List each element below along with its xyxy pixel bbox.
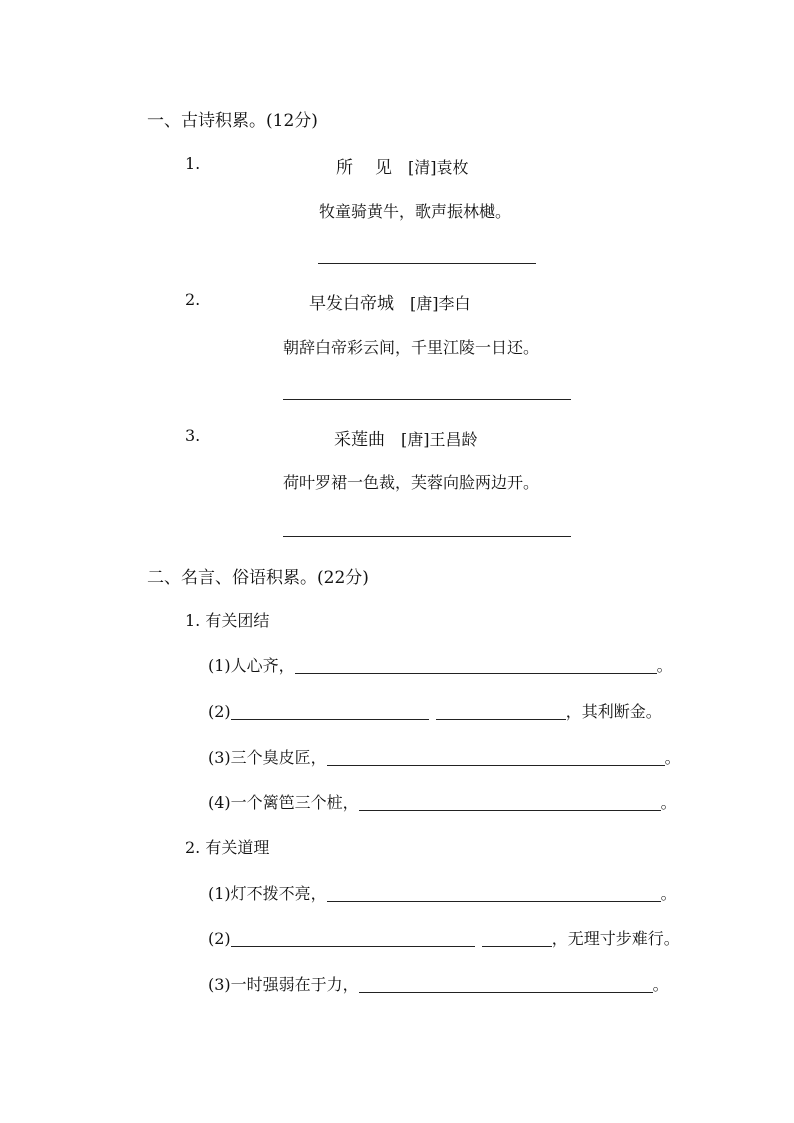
group1-item4-blank[interactable] xyxy=(359,794,661,811)
poem3-answer-blank[interactable] xyxy=(283,536,571,537)
poem2-line: 朝辞白帝彩云间，千里江陵一日还。 xyxy=(283,338,540,357)
section1-heading: 一、古诗积累。(12分) xyxy=(147,111,318,131)
group1-item4-prefix: (4)一个篱笆三个桩， xyxy=(208,793,359,812)
group2-item3-suffix: 。 xyxy=(652,975,669,994)
group2-item2-blank-b[interactable] xyxy=(482,930,552,947)
group2-item3-prefix: (3)一时强弱在于力， xyxy=(208,975,359,994)
group1-item1-prefix: (1)人心齐， xyxy=(208,656,295,675)
group2-item1-blank[interactable] xyxy=(327,885,661,902)
group1-item3-suffix: 。 xyxy=(664,748,681,767)
group2-item2-suffix: ，无理寸步难行。 xyxy=(551,929,680,948)
group2-item2-prefix: (2) xyxy=(208,929,231,948)
poem1-title xyxy=(336,153,469,178)
group1-item4-suffix: 。 xyxy=(660,793,677,812)
poem2-title-text: 早发白帝城 xyxy=(309,294,394,314)
group1-item3 xyxy=(208,745,681,768)
group1-item2-blank-b[interactable] xyxy=(436,703,566,720)
poem3-number: 3. xyxy=(185,426,201,445)
group1-item2-suffix: ，其利断金。 xyxy=(565,702,662,721)
group2-item1 xyxy=(208,881,677,904)
group1-item2 xyxy=(208,699,662,722)
poem1-title-part-b: 见 xyxy=(375,158,392,178)
poem2-author: [唐]李白 xyxy=(410,294,471,313)
group1-item2-prefix: (2) xyxy=(208,702,231,721)
poem3-author: [唐]王昌龄 xyxy=(401,430,478,449)
poem3-line: 荷叶罗裙一色裁，芙蓉向脸两边开。 xyxy=(283,473,540,492)
group1-item3-prefix: (3)三个臭皮匠， xyxy=(208,748,327,767)
poem1-answer-blank[interactable] xyxy=(318,263,536,264)
group1-item1-suffix: 。 xyxy=(656,656,673,675)
group2-item2 xyxy=(208,926,680,949)
poem1-author: [清]袁枚 xyxy=(408,158,469,177)
poem1-line: 牧童骑黄牛，歌声振林樾。 xyxy=(319,202,512,221)
section2-heading: 二、名言、俗语积累。(22分) xyxy=(147,568,369,588)
group1-item1 xyxy=(208,653,673,676)
poem2-number: 2. xyxy=(185,290,201,309)
group1-item2-blank-a[interactable] xyxy=(231,703,429,720)
group2-item1-prefix: (1)灯不拨不亮， xyxy=(208,884,327,903)
poem3-title xyxy=(334,425,478,450)
group2-item3-blank[interactable] xyxy=(359,976,653,993)
poem2-answer-blank[interactable] xyxy=(283,399,571,400)
group1-item4 xyxy=(208,790,677,813)
group2-item2-blank-a[interactable] xyxy=(231,930,475,947)
group1-item3-blank[interactable] xyxy=(327,749,665,766)
poem1-number: 1. xyxy=(185,154,201,173)
group1-label: 1. 有关团结 xyxy=(185,611,270,630)
group2-item3 xyxy=(208,972,669,995)
group2-label: 2. 有关道理 xyxy=(185,838,270,857)
poem1-title-part-a: 所 xyxy=(336,158,353,178)
poem3-title-text: 采莲曲 xyxy=(334,430,385,450)
group1-item1-blank[interactable] xyxy=(295,657,657,674)
poem2-title xyxy=(309,289,471,314)
group2-item1-suffix: 。 xyxy=(660,884,677,903)
